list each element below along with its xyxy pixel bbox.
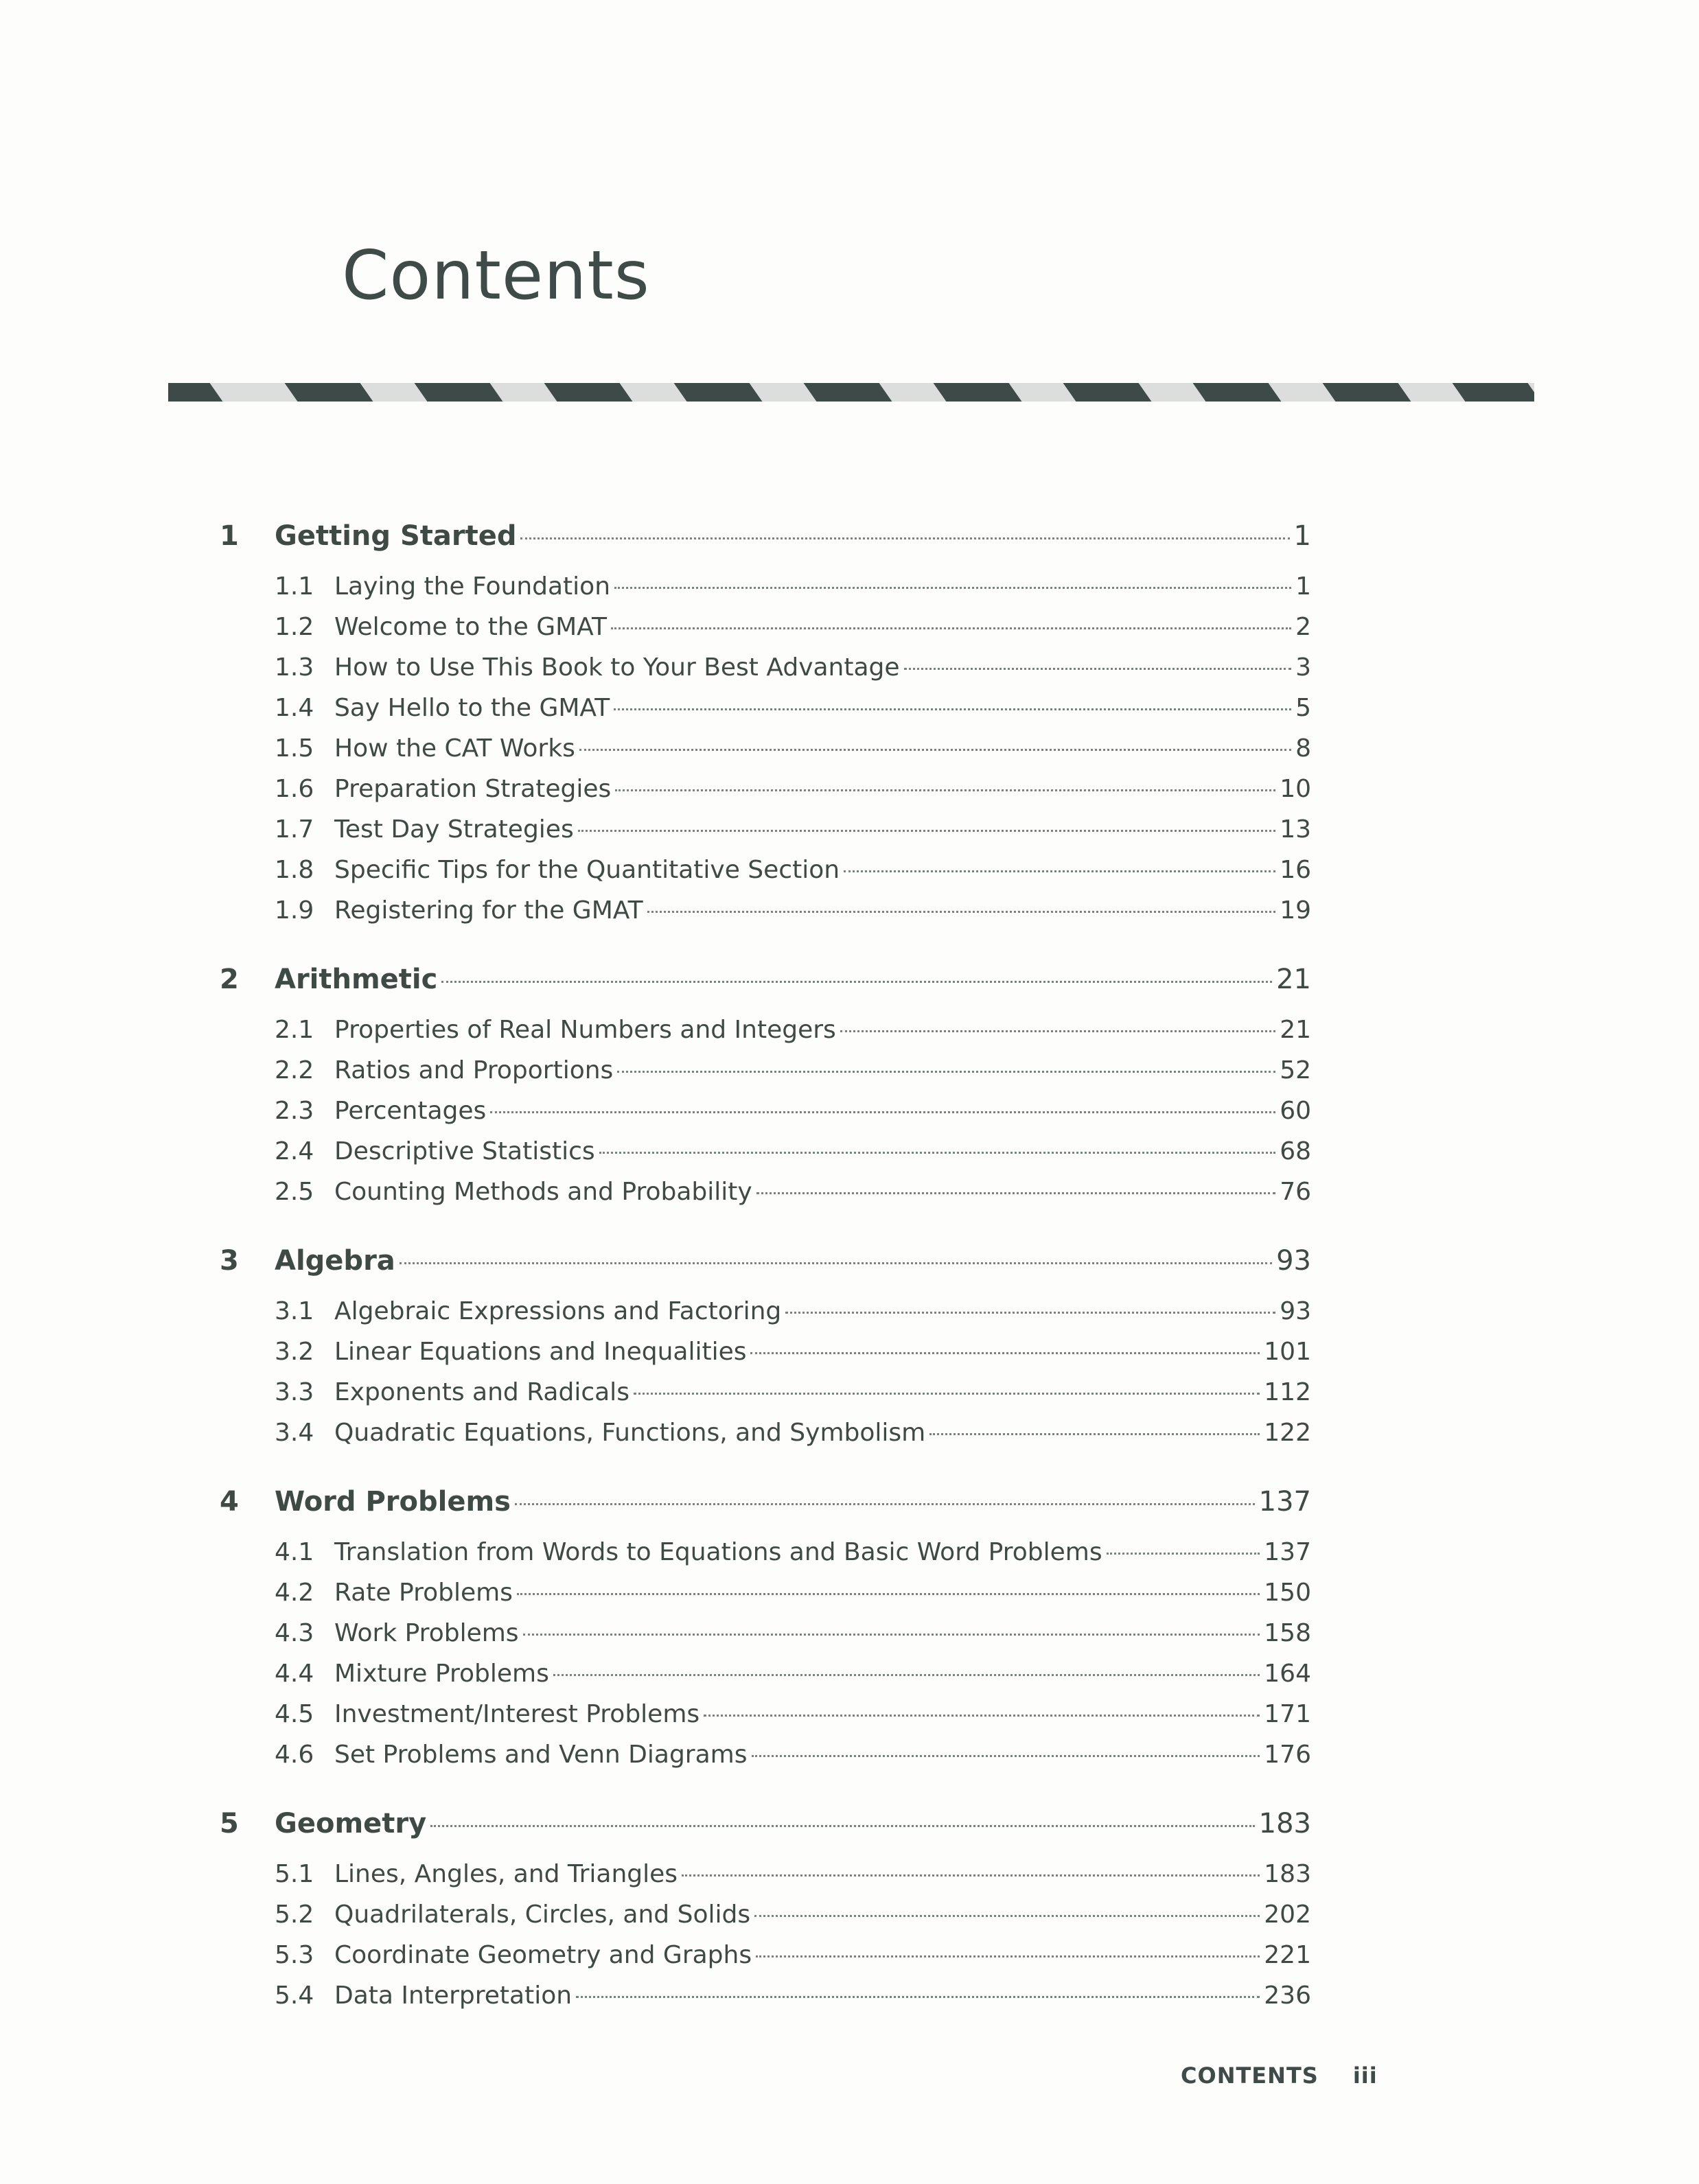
entry-number: 4.1 [275, 1538, 314, 1566]
entry-page: 122 [1264, 1419, 1311, 1447]
entry-page: 176 [1264, 1741, 1311, 1769]
section-entry[interactable] [220, 647, 1311, 688]
dot-leader [430, 1825, 1254, 1827]
section-entry[interactable] [220, 769, 1311, 809]
dot-leader [599, 1152, 1276, 1154]
section-entry[interactable] [220, 607, 1311, 647]
section-entry[interactable] [220, 1172, 1311, 1212]
dot-leader [840, 1030, 1275, 1032]
dot-leader [1107, 1553, 1260, 1555]
dot-leader [553, 1674, 1260, 1676]
entry-number: 1.8 [275, 856, 314, 884]
footer-label: CONTENTS [1181, 2063, 1319, 2089]
entry-number: 1 [220, 520, 239, 552]
entry-title: Ratios and Proportions [334, 1056, 614, 1084]
section-entry[interactable] [220, 1572, 1311, 1613]
entry-page: 68 [1280, 1137, 1311, 1165]
dot-leader [615, 789, 1275, 791]
entry-number: 1.4 [275, 694, 314, 722]
decorative-stripe-divider [168, 383, 1534, 402]
section-entry[interactable] [220, 1372, 1311, 1413]
entry-title: Quadratic Equations, Functions, and Symbolism [334, 1419, 926, 1447]
entry-page: 221 [1264, 1941, 1311, 1969]
dot-leader [517, 1593, 1260, 1595]
entry-number: 5 [220, 1808, 239, 1839]
dot-leader [614, 708, 1291, 710]
entry-number: 4 [220, 1486, 239, 1518]
entry-number: 5.1 [275, 1860, 314, 1888]
entry-title: Test Day Strategies [334, 815, 574, 844]
entry-number: 4.3 [275, 1619, 314, 1647]
entry-number: 3.2 [275, 1338, 314, 1366]
chapter-entry[interactable] [220, 516, 1311, 566]
dot-leader [614, 587, 1291, 589]
entry-title: Word Problems [275, 1486, 511, 1518]
dot-leader [647, 911, 1276, 913]
entry-number: 1.7 [275, 815, 314, 844]
entry-page: 93 [1276, 1245, 1311, 1277]
entry-number: 4.6 [275, 1741, 314, 1769]
section-entry[interactable] [220, 1694, 1311, 1734]
entry-title: Exponents and Radicals [334, 1378, 629, 1406]
dot-leader [400, 1262, 1272, 1264]
entry-page: 3 [1295, 653, 1311, 682]
entry-page: 202 [1264, 1901, 1311, 1929]
dot-leader [515, 1503, 1255, 1505]
section-entry[interactable] [220, 1010, 1311, 1050]
dot-leader [441, 981, 1272, 983]
entry-number: 1.9 [275, 896, 314, 925]
entry-title: Linear Equations and Inequalities [334, 1338, 747, 1366]
entry-title: Quadrilaterals, Circles, and Solids [334, 1901, 751, 1929]
entry-number: 4.2 [275, 1579, 314, 1607]
entry-title: Mixture Problems [334, 1660, 549, 1688]
entry-title: Say Hello to the GMAT [334, 694, 610, 722]
entry-page: 8 [1295, 734, 1311, 763]
entry-page: 13 [1280, 815, 1311, 844]
dot-leader [579, 749, 1291, 751]
chapter-entry[interactable] [220, 1482, 1311, 1532]
section-entry[interactable] [220, 1854, 1311, 1894]
entry-number: 5.2 [275, 1901, 314, 1929]
dot-leader [750, 1352, 1260, 1354]
entry-number: 1.2 [275, 613, 314, 641]
entry-page: 19 [1280, 896, 1311, 925]
entry-number: 2 [220, 964, 239, 995]
entry-title: Geometry [275, 1808, 427, 1839]
chapter-block [220, 960, 1311, 1212]
entry-number: 5.4 [275, 1982, 314, 2010]
entry-page: 112 [1264, 1378, 1311, 1406]
entry-title: Algebra [275, 1245, 395, 1277]
entry-page: 60 [1280, 1097, 1311, 1125]
entry-page: 21 [1280, 1016, 1311, 1044]
dot-leader [490, 1111, 1275, 1113]
dot-leader [578, 830, 1275, 832]
dot-leader [523, 1634, 1260, 1636]
dot-leader [756, 1192, 1275, 1194]
section-entry[interactable] [220, 1894, 1311, 1935]
entry-title: Counting Methods and Probability [334, 1178, 752, 1206]
entry-number: 1.5 [275, 734, 314, 763]
stripe-segment [1193, 383, 1282, 402]
chapter-entry[interactable] [220, 960, 1311, 1010]
entry-page: 183 [1264, 1860, 1311, 1888]
entry-page: 150 [1264, 1579, 1311, 1607]
entry-number: 3.1 [275, 1297, 314, 1325]
chapter-block [220, 1804, 1311, 2016]
dot-leader [682, 1874, 1260, 1877]
entry-number: 2.2 [275, 1056, 314, 1084]
entry-number: 2.1 [275, 1016, 314, 1044]
dot-leader [929, 1433, 1260, 1435]
chapter-block [220, 516, 1311, 931]
entry-page: 101 [1264, 1338, 1311, 1366]
stripe-segment [804, 383, 892, 402]
page-title: Contents [342, 237, 650, 315]
dot-leader [611, 627, 1291, 629]
entry-page: 2 [1295, 613, 1311, 641]
entry-number: 4.5 [275, 1700, 314, 1728]
stripe-segment [674, 383, 763, 402]
section-entry[interactable] [220, 890, 1311, 931]
section-entry[interactable] [220, 1935, 1311, 1975]
entry-title: Lines, Angles, and Triangles [334, 1860, 678, 1888]
section-entry[interactable] [220, 1734, 1311, 1775]
section-entry[interactable] [220, 728, 1311, 769]
entry-page: 10 [1280, 775, 1311, 803]
stripe-segment [934, 383, 1022, 402]
dot-leader [756, 1955, 1260, 1958]
section-entry[interactable] [220, 850, 1311, 890]
entry-page: 137 [1258, 1486, 1311, 1518]
entry-title: Descriptive Statistics [334, 1137, 595, 1165]
dot-leader [844, 870, 1275, 872]
entry-page: 93 [1280, 1297, 1311, 1325]
chapter-entry[interactable] [220, 1804, 1311, 1854]
dot-leader [704, 1715, 1260, 1717]
table-of-contents [220, 516, 1311, 2045]
stripe-segment [285, 383, 373, 402]
entry-title: Percentages [334, 1097, 487, 1125]
entry-title: Specific Tips for the Quantitative Section [334, 856, 840, 884]
entry-title: Properties of Real Numbers and Integers [334, 1016, 836, 1044]
section-entry[interactable] [220, 1131, 1311, 1172]
entry-number: 3.4 [275, 1419, 314, 1447]
entry-title: Arithmetic [275, 964, 438, 995]
stripe-segment [1453, 383, 1534, 402]
entry-title: How to Use This Book to Your Best Advantage [334, 653, 900, 682]
entry-title: Getting Started [275, 520, 517, 552]
entry-page: 1 [1295, 572, 1311, 601]
chapter-entry[interactable] [220, 1241, 1311, 1291]
dot-leader [785, 1312, 1275, 1314]
entry-page: 5 [1295, 694, 1311, 722]
entry-page: 158 [1264, 1619, 1311, 1647]
entry-title: Registering for the GMAT [334, 896, 643, 925]
entry-number: 1.6 [275, 775, 314, 803]
section-entry[interactable] [220, 1332, 1311, 1372]
section-entry[interactable] [220, 1532, 1311, 1572]
section-entry[interactable] [220, 1291, 1311, 1332]
section-entry[interactable] [220, 1653, 1311, 1694]
entry-page: 171 [1264, 1700, 1311, 1728]
dot-leader [520, 537, 1289, 539]
entry-page: 1 [1293, 520, 1311, 552]
dot-leader [904, 668, 1292, 670]
entry-page: 137 [1264, 1538, 1311, 1566]
entry-number: 2.3 [275, 1097, 314, 1125]
entry-page: 21 [1276, 964, 1311, 995]
section-entry[interactable] [220, 1413, 1311, 1453]
stripe-segment [1323, 383, 1411, 402]
section-entry[interactable] [220, 1613, 1311, 1653]
entry-title: Set Problems and Venn Diagrams [334, 1741, 748, 1769]
entry-title: Work Problems [334, 1619, 519, 1647]
chapter-block [220, 1241, 1311, 1453]
section-entry[interactable] [220, 1091, 1311, 1131]
entry-page: 236 [1264, 1982, 1311, 2010]
entry-number: 1.3 [275, 653, 314, 682]
entry-number: 3 [220, 1245, 239, 1277]
entry-title: Laying the Foundation [334, 572, 611, 601]
stripe-segment [415, 383, 503, 402]
entry-page: 183 [1258, 1808, 1311, 1839]
section-entry[interactable] [220, 1975, 1311, 2016]
stripe-segment [168, 383, 222, 402]
entry-title: Rate Problems [334, 1579, 513, 1607]
entry-page: 164 [1264, 1660, 1311, 1688]
section-entry[interactable] [220, 809, 1311, 850]
entry-number: 2.5 [275, 1178, 314, 1206]
entry-number: 2.4 [275, 1137, 314, 1165]
entry-number: 5.3 [275, 1941, 314, 1969]
page-number: iii [1352, 2063, 1378, 2089]
entry-title: Translation from Words to Equations and Basic Word Problems [334, 1538, 1102, 1566]
dot-leader [576, 1996, 1260, 1998]
entry-title: Algebraic Expressions and Factoring [334, 1297, 782, 1325]
dot-leader [752, 1755, 1260, 1757]
entry-page: 76 [1280, 1178, 1311, 1206]
chapter-block [220, 1482, 1311, 1775]
entry-title: Preparation Strategies [334, 775, 612, 803]
entry-title: Investment/Interest Problems [334, 1700, 700, 1728]
page-footer [1181, 2063, 1378, 2089]
dot-leader [634, 1393, 1260, 1395]
dot-leader [617, 1071, 1275, 1073]
entry-title: Coordinate Geometry and Graphs [334, 1941, 752, 1969]
section-entry[interactable] [220, 688, 1311, 728]
stripe-segment [1063, 383, 1152, 402]
entry-number: 4.4 [275, 1660, 314, 1688]
dot-leader [754, 1915, 1260, 1917]
entry-number: 1.1 [275, 572, 314, 601]
entry-title: Data Interpretation [334, 1982, 573, 2010]
entry-title: How the CAT Works [334, 734, 575, 763]
section-entry[interactable] [220, 1050, 1311, 1091]
entry-title: Welcome to the GMAT [334, 613, 608, 641]
entry-page: 16 [1280, 856, 1311, 884]
entry-page: 52 [1280, 1056, 1311, 1084]
section-entry[interactable] [220, 566, 1311, 607]
stripe-segment [544, 383, 633, 402]
entry-number: 3.3 [275, 1378, 314, 1406]
